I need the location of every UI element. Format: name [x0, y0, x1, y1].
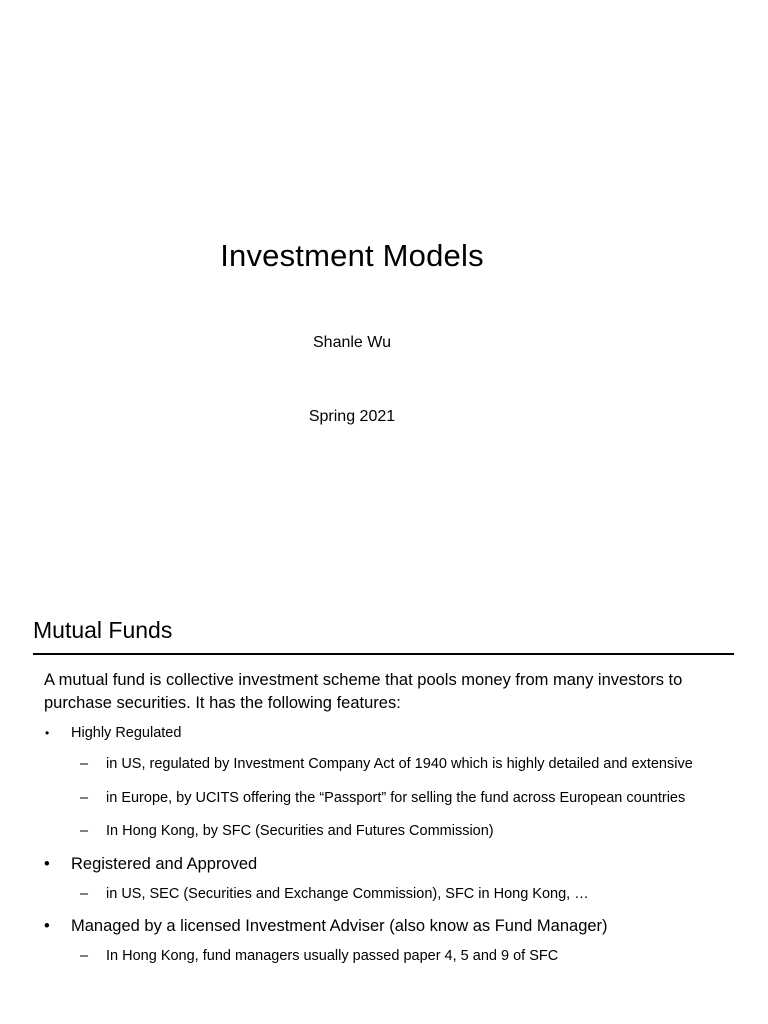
bullet-highly-regulated [44, 723, 734, 743]
sub-bullet-text: in US, SEC (Securities and Exchange Commission), SFC in Hong Kong, … [106, 885, 589, 902]
dash-icon: – [80, 885, 89, 902]
term-label: Spring 2021 [308, 408, 396, 425]
sub-bullet-hong-kong-sfc [44, 821, 734, 842]
bullet-licensed-adviser [44, 915, 734, 938]
dash-icon: – [80, 823, 89, 839]
author-name: Shanle Wu [313, 334, 391, 351]
bullet-dot-icon: • [45, 726, 50, 740]
heading-divider [33, 653, 734, 655]
bullet-dot-icon: • [44, 917, 50, 935]
sub-bullet-text: in US, regulated by Investment Company Act of 1940 which is highly detailed and extensive [106, 756, 693, 772]
sub-bullet-sec-sfc [44, 884, 734, 905]
sub-bullet-europe-ucits [44, 788, 734, 809]
dash-icon: – [80, 789, 89, 806]
presentation-title: Investment Models [220, 238, 484, 273]
dash-icon: – [80, 948, 89, 964]
sub-bullet-us-regulation [44, 754, 734, 775]
dash-icon: – [80, 756, 89, 772]
sub-bullet-text: In Hong Kong, fund managers usually passed paper 4, 5 and 9 of SFC [106, 948, 559, 964]
slide-body [44, 669, 734, 980]
sub-bullet-text: in Europe, by UCITS offering the “Passport” for selling the fund across European countries [106, 789, 686, 806]
mutual-funds-slide [0, 600, 768, 1024]
sub-bullet-text: In Hong Kong, by SFC (Securities and Futures Commission) [106, 823, 494, 839]
sub-bullet-fund-manager-papers [44, 946, 734, 967]
bullet-text: Registered and Approved [71, 854, 258, 873]
bullet-text: Highly Regulated [71, 725, 182, 741]
bullet-dot-icon: • [44, 854, 50, 873]
bullet-text: Managed by a licensed Investment Adviser (also know as Fund Manager) [71, 917, 608, 935]
intro-paragraph: A mutual fund is collective investment scheme that pools money from many investors to purchase securities. It has the following features: [44, 671, 683, 712]
bullet-registered-approved [44, 853, 734, 876]
slide-heading: Mutual Funds [33, 617, 173, 643]
